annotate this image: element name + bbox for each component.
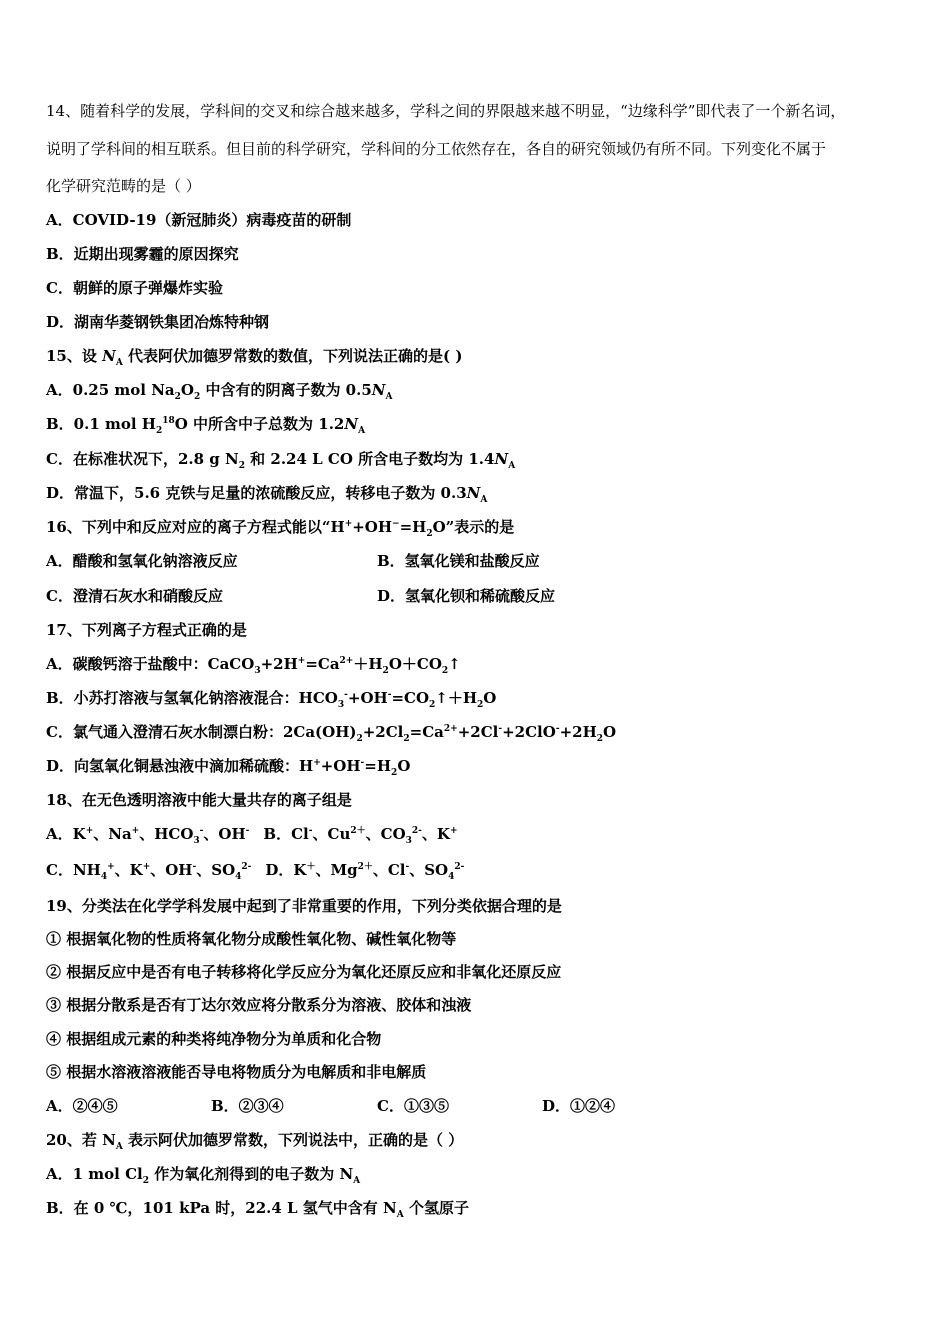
q19-option-a: A．②④⑤: [46, 1097, 118, 1115]
q15-option-b: B．0.1 mol $H_2^{18}O$ 中所含中子总数为 $1.2N_A$: [46, 415, 366, 436]
q20-stem: 20、若 $N_A$ 表示阿伏加德罗常数，下列说法中，正确的是（ ）: [46, 1131, 464, 1152]
q16-option-d: D．氢氧化钡和稀硫酸反应: [377, 587, 556, 605]
q18-stem: 18、在无色透明溶液中能大量共存的离子组是: [46, 791, 352, 809]
q20-option-b: B．在 0 ℃，101 kPa 时，22.4 L 氢气中含有 $N_A$ 个氢原子: [46, 1199, 469, 1220]
q19-item-5: ⑤ 根据水溶液溶液能否导电将物质分为电解质和非电解质: [46, 1063, 427, 1081]
q14-option-b: B．近期出现雾霾的原因探究: [46, 245, 239, 263]
q20-option-a: A．1 mol $Cl_2$ 作为氧化剂得到的电子数为 $N_A$: [46, 1165, 361, 1186]
q16-option-c: C．澄清石灰水和硝酸反应: [46, 587, 223, 605]
q16-option-b: B．氢氧化镁和盐酸反应: [377, 552, 540, 570]
q17-option-d: D．向氢氧化铜悬浊液中滴加稀硫酸：$H^++OH^-=H_2O$: [46, 757, 411, 778]
q19-stem: 19、分类法在化学学科发展中起到了非常重要的作用，下列分类依据合理的是: [46, 897, 562, 915]
q17-stem: 17、下列离子方程式正确的是: [46, 621, 247, 639]
q14-stem-line1: 14、随着科学的发展，学科间的交叉和综合越来越多，学科之间的界限越来越不明显，“边缘科学”即代表了一个新名词，: [46, 102, 846, 120]
q19-item-4: ④ 根据组成元素的种类将纯净物分为单质和化合物: [46, 1030, 382, 1048]
q14-option-c: C．朝鲜的原子弹爆炸实验: [46, 279, 223, 297]
q19-item-2: ② 根据反应中是否有电子转移将化学反应分为氧化还原反应和非氧化还原反应: [46, 963, 562, 981]
q19-option-c: C．①③⑤: [377, 1097, 449, 1115]
q14-stem-line3: 化学研究范畴的是（ ）: [46, 177, 201, 195]
q16-stem: 16、下列中和反应对应的离子方程式能以“$H^++OH^-=H_2O$”表示的是: [46, 518, 515, 539]
q18-option-c: C．$NH_4^+$、K+、OH-、$SO_4^{2-}$: [46, 861, 252, 882]
q17-option-c: C．氯气通入澄清石灰水制漂白粉：$2Ca(OH)_2+2Cl_2=Ca^{2+}+2Cl^-+2ClO^-+2H_2O$: [46, 723, 617, 744]
q14-option-a: A．COVID-19（新冠肺炎）病毒疫苗的研制: [46, 211, 352, 229]
q18-option-a: A．K+、Na+、$HCO_3^-$、OH-: [46, 825, 250, 846]
q15-option-a: A．0.25 mol $Na_2O_2$ 中含有的阴离子数为 $0.5N_A$: [46, 381, 393, 402]
q14-stem-line2: 说明了学科间的相互联系。但目前的科学研究，学科间的分工依然存在，各自的研究领域仍有所不同。下列变化不属于: [46, 140, 827, 158]
q15-stem: 15、设 $N_A$ 代表阿伏加德罗常数的数值，下列说法正确的是( ): [46, 347, 463, 368]
q15-option-d: D．常温下，5.6 克铁与足量的浓硫酸反应，转移电子数为 $0.3N_A$: [46, 484, 488, 505]
q19-item-1: ① 根据氧化物的性质将氧化物分成酸性氧化物、碱性氧化物等: [46, 930, 457, 948]
q19-item-3: ③ 根据分散系是否有丁达尔效应将分散系分为溶液、胶体和浊液: [46, 996, 472, 1014]
q19-option-d: D．①②④: [542, 1097, 616, 1115]
q15-option-c: C．在标准状况下，2.8 g $N_2$ 和 2.24 L CO 所含电子数均为 $1.4N_A$: [46, 450, 516, 471]
q18-options-ab: [46, 824, 458, 844]
q18-options-cd: [46, 860, 464, 880]
q19-option-b: B．②③④: [211, 1097, 284, 1115]
q17-option-a: A．碳酸钙溶于盐酸中：$CaCO_3+2H^+=Ca^{2+}+H_2O+CO_2↑$: [46, 655, 461, 676]
q18-option-d: D．K＋、$Mg^{2+}$、Cl-、$SO_4^{2-}$: [265, 861, 465, 882]
q17-option-b: B．小苏打溶液与氢氧化钠溶液混合：$HCO_3^-+OH^-=CO_2↑+H_2O$: [46, 689, 497, 710]
q18-option-b: B．Cl-、$Cu^{2+}$、$CO_3^{2-}$、K+: [263, 825, 458, 846]
q14-option-d: D．湖南华菱钢铁集团冶炼特种钢: [46, 313, 270, 331]
q16-option-a: A．醋酸和氢氧化钠溶液反应: [46, 552, 238, 570]
